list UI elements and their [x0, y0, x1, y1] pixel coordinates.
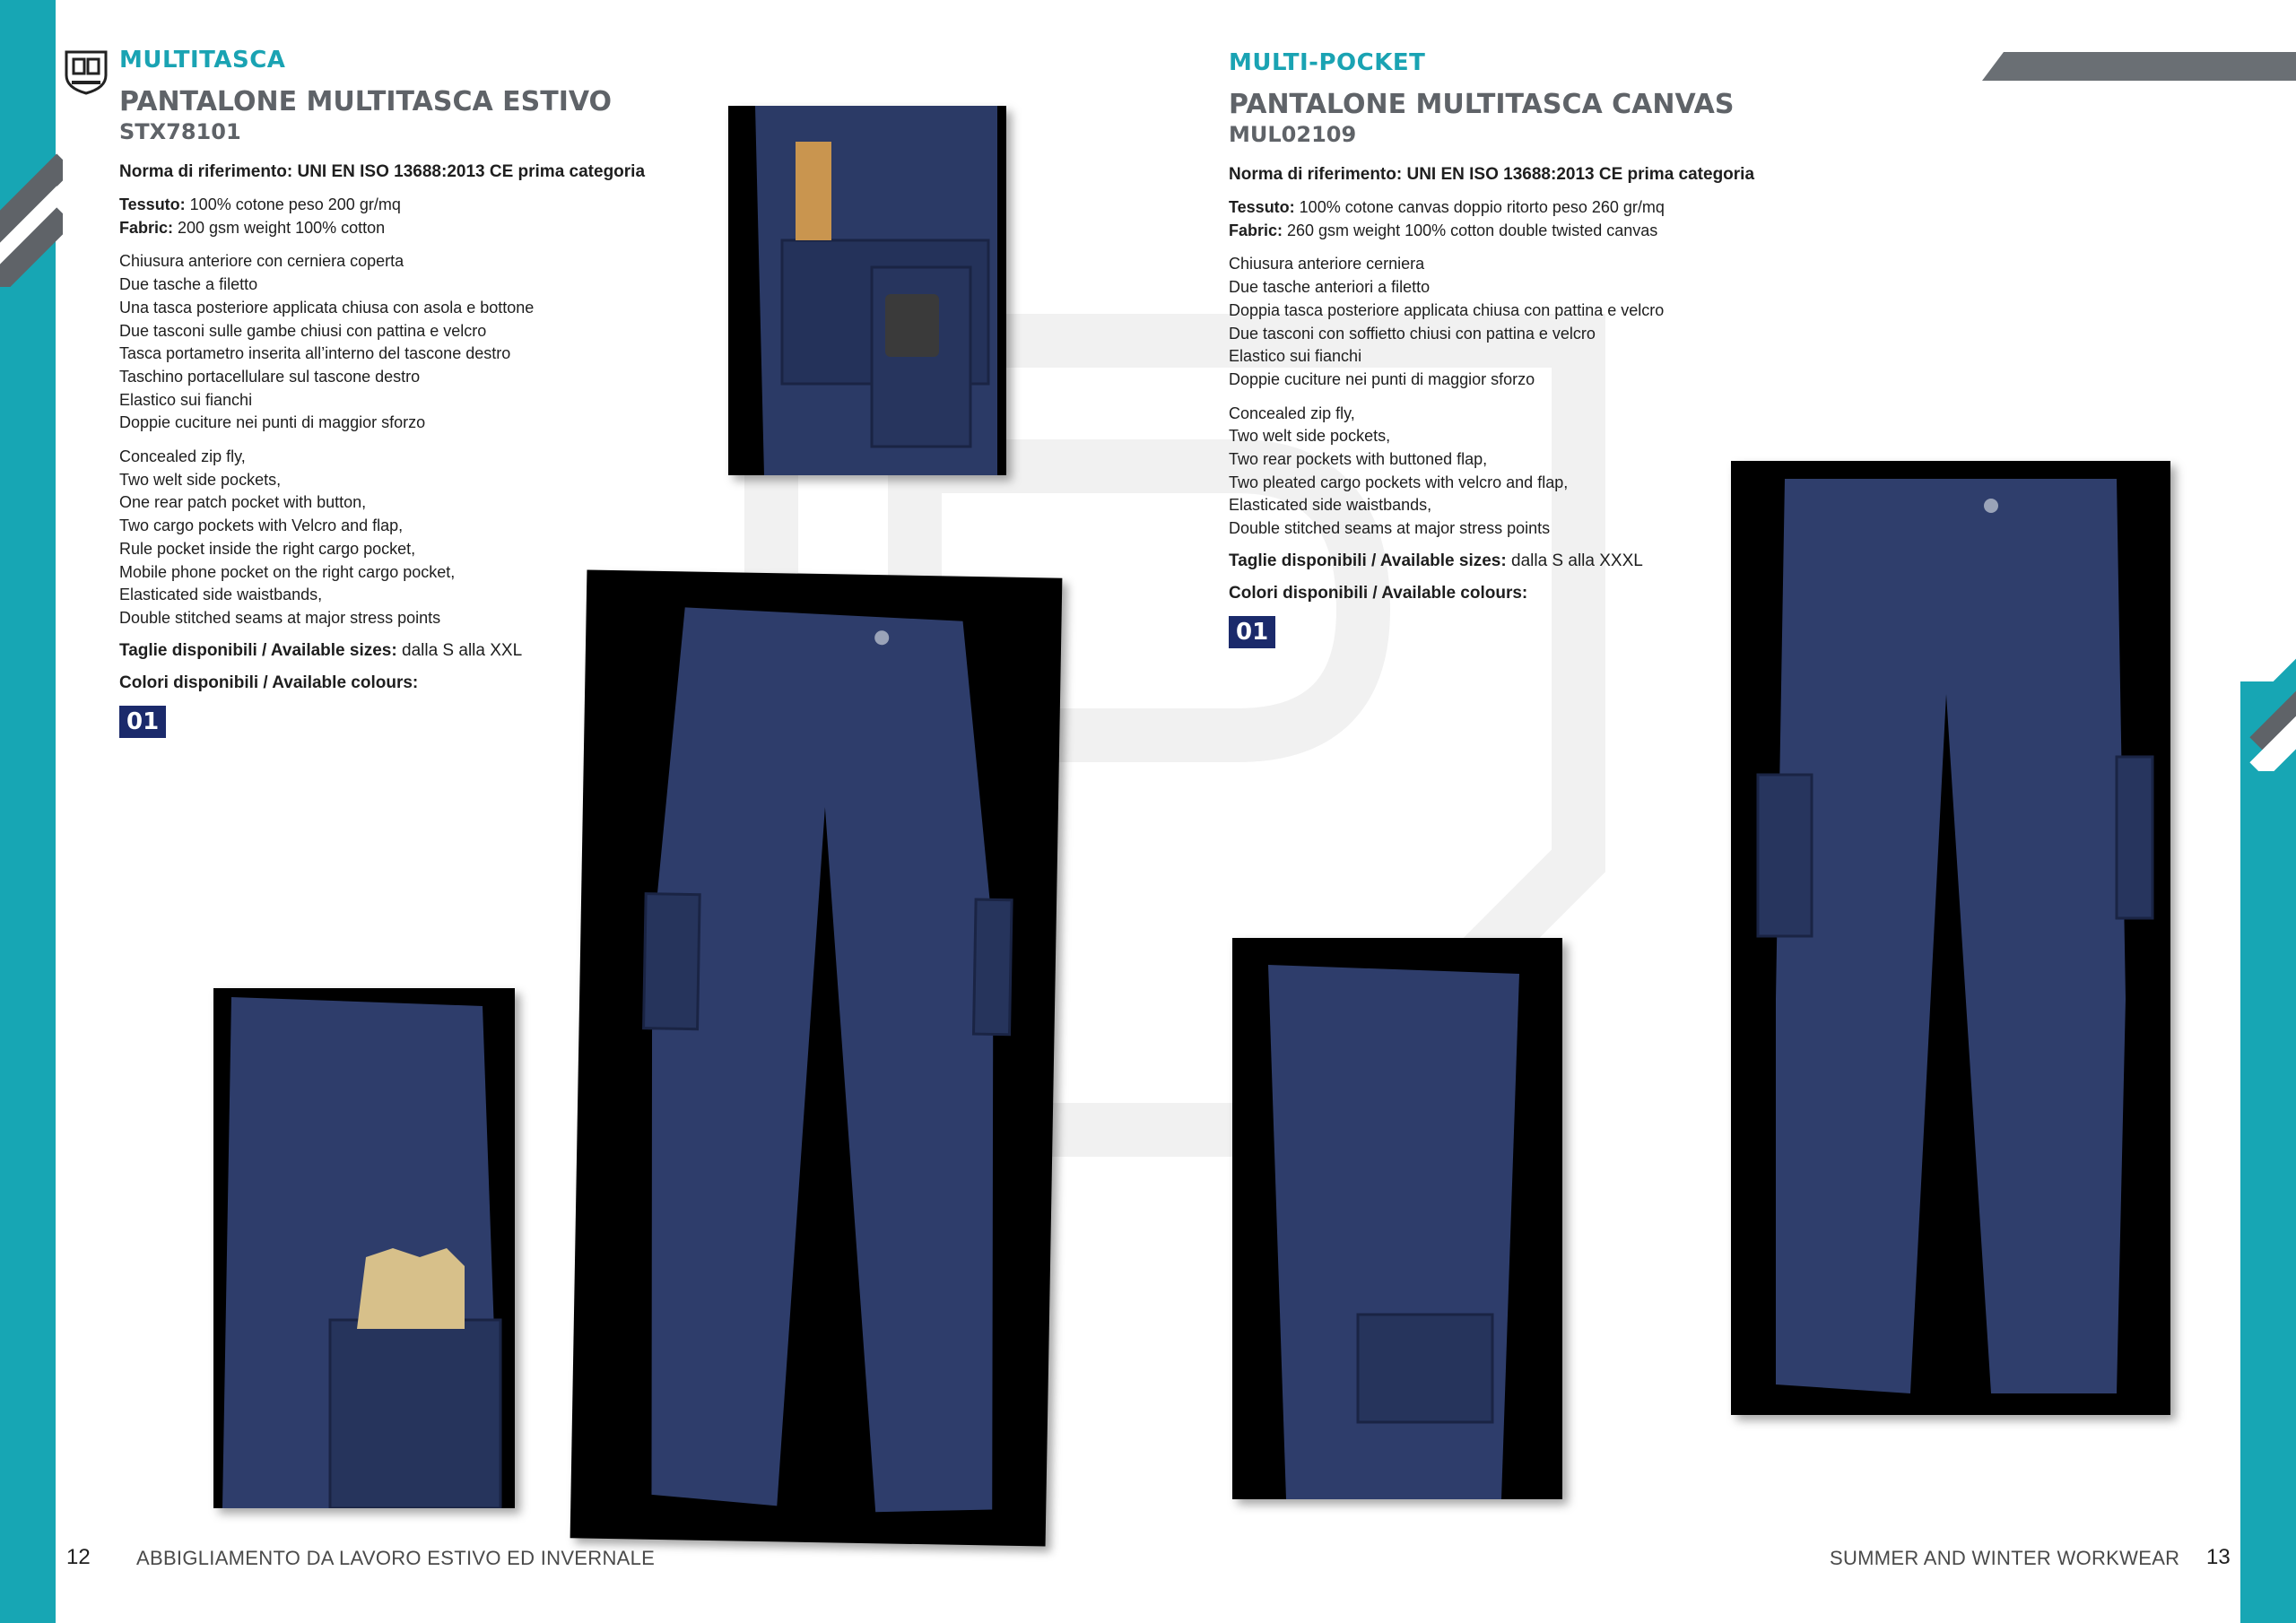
list-item: Una tasca posteriore applicata chiusa con asola e bottone: [119, 298, 535, 317]
list-item: Due tasconi con soffietto chiusi con pattina e velcro: [1229, 324, 1596, 343]
product-code: STX78101: [119, 119, 241, 144]
sizes-value: dalla S alla XXXL: [1506, 551, 1643, 570]
product-photo-cargo-detail: [213, 988, 515, 1508]
pants-pocket-illustration: [728, 106, 1006, 475]
list-item: Two welt side pockets,: [1229, 427, 1391, 446]
list-item: Tasca portametro inserita all’interno del tascone destro: [119, 344, 511, 363]
pants-front-canvas-illustration: [1731, 461, 2170, 1415]
list-item: Due tasche a filetto: [119, 275, 258, 294]
pants-front-illustration: [570, 569, 1063, 1546]
sizes-label: Taglie disponibili / Available sizes:: [1229, 551, 1507, 570]
list-item: Concealed zip fly,: [119, 447, 246, 466]
fabric-it-label: Tessuto:: [1229, 198, 1295, 216]
product-title: PANTALONE MULTITASCA CANVAS: [1229, 89, 1735, 120]
pants-side-illustration: [1232, 938, 1562, 1499]
fabric-info: [1229, 196, 1821, 242]
fabric-en-value: 200 gsm weight 100% cotton: [173, 218, 386, 237]
list-item: Elasticated side waistbands,: [119, 586, 323, 604]
features-it-list: [1229, 253, 1821, 391]
category-label: MULTI-POCKET: [1229, 49, 1426, 76]
page-number-right: 13: [2206, 1545, 2231, 1569]
list-item: Mobile phone pocket on the right cargo pocket,: [119, 562, 456, 581]
list-item: Chiusura anteriore con cerniera coperta: [119, 252, 404, 271]
pw-shield-logo-icon: [63, 48, 109, 95]
colour-code-badge: 01: [119, 706, 166, 738]
colours-label: Colori disponibili / Available colours:: [119, 673, 419, 692]
fabric-it-value: 100% cotone canvas doppio ritorto peso 260 gr/mq: [1294, 198, 1665, 216]
right-accent-band: [2240, 681, 2296, 1623]
product-code: MUL02109: [1229, 122, 1357, 147]
colours-label: Colori disponibili / Available colours:: [1229, 583, 1528, 603]
list-item: Two welt side pockets,: [119, 470, 282, 489]
list-item: Two pleated cargo pockets with velcro and flap,: [1229, 473, 1569, 491]
list-item: Taschino portacellulare sul tascone destro: [119, 367, 421, 386]
list-item: Doppie cuciture nei punti di maggior sforzo: [1229, 369, 1535, 388]
fabric-en-label: Fabric:: [119, 218, 174, 237]
left-stripes-decoration: [0, 135, 63, 287]
pants-cargo-illustration: [213, 988, 515, 1508]
list-item: Rule pocket inside the right cargo pocket,: [119, 539, 416, 558]
product-photo-side: [1232, 938, 1562, 1499]
list-item: Due tasconi sulle gambe chiusi con pattina e velcro: [119, 321, 487, 340]
list-item: Elastico sui fianchi: [119, 390, 253, 409]
fabric-en-label: Fabric:: [1229, 221, 1283, 239]
list-item: Chiusura anteriore cerniera: [1229, 255, 1425, 273]
product-photo-front: [570, 569, 1063, 1546]
norm-reference: Norma di riferimento: UNI EN ISO 13688:2013 CE prima categoria: [119, 162, 646, 181]
list-item: Due tasche anteriori a filetto: [1229, 278, 1431, 297]
fabric-info: [119, 194, 711, 239]
fabric-en-value: 260 gsm weight 100% cotton double twisted canvas: [1283, 221, 1658, 239]
features-it-list: [119, 250, 711, 435]
category-label: MULTITASCA: [119, 47, 286, 74]
footer-title-right: SUMMER AND WINTER WORKWEAR: [1830, 1547, 2180, 1569]
list-item: Elasticated side waistbands,: [1229, 496, 1432, 515]
right-stripes-decoration: [2233, 628, 2296, 771]
sizes-value: dalla S alla XXL: [396, 640, 523, 660]
list-item: Concealed zip fly,: [1229, 404, 1355, 422]
product-photo-pocket-detail: [728, 106, 1006, 475]
list-item: Two cargo pockets with Velcro and flap,: [119, 516, 404, 535]
norm-reference: Norma di riferimento: UNI EN ISO 13688:2013 CE prima categoria: [1229, 165, 1755, 184]
page-number-left: 12: [66, 1545, 91, 1569]
colour-code-badge: 01: [1229, 616, 1275, 648]
list-item: Double stitched seams at major stress points: [1229, 519, 1551, 538]
product-title: PANTALONE MULTITASCA ESTIVO: [119, 86, 613, 117]
list-item: One rear patch pocket with button,: [119, 493, 367, 512]
fabric-it-value: 100% cotone peso 200 gr/mq: [185, 195, 401, 213]
list-item: Two rear pockets with buttoned flap,: [1229, 450, 1488, 469]
footer-accent-box: [0, 1541, 56, 1575]
top-right-bar: [1982, 52, 2296, 81]
product-photo-front-canvas: [1731, 461, 2170, 1415]
list-item: Doppia tasca posteriore applicata chiusa con pattina e velcro: [1229, 300, 1665, 319]
footer-title-left: ABBIGLIAMENTO DA LAVORO ESTIVO ED INVERNALE: [136, 1547, 656, 1569]
sizes-label: Taglie disponibili / Available sizes:: [119, 640, 397, 660]
list-item: Double stitched seams at major stress points: [119, 608, 441, 627]
fabric-it-label: Tessuto:: [119, 195, 186, 213]
list-item: Doppie cuciture nei punti di maggior sforzo: [119, 413, 426, 432]
list-item: Elastico sui fianchi: [1229, 347, 1362, 366]
